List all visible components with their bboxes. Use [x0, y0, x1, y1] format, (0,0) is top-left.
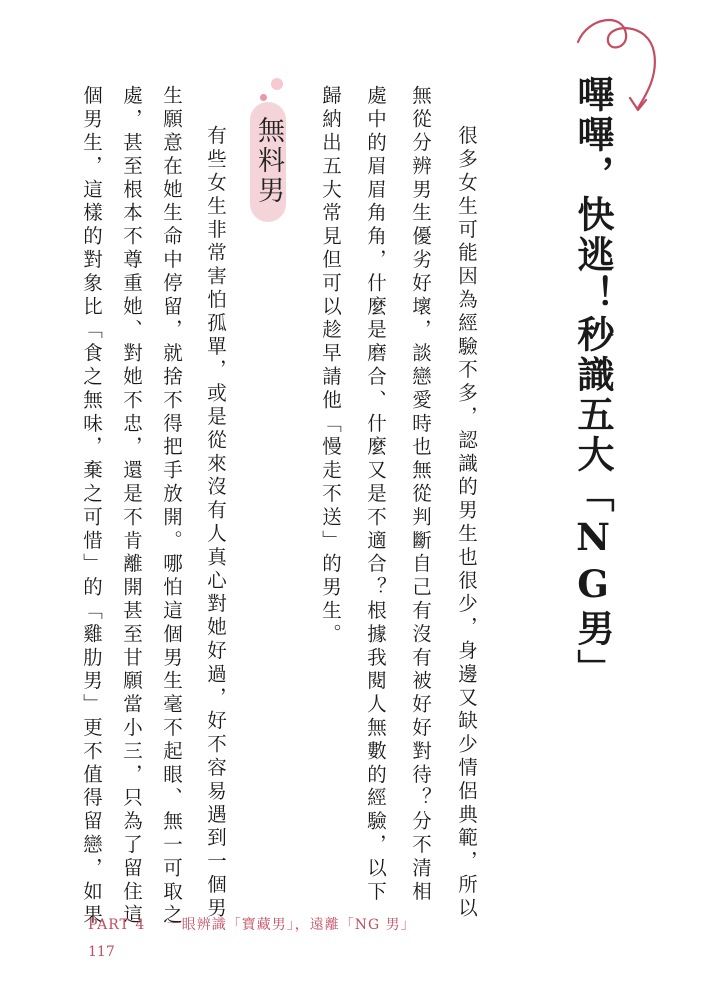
intro-line-3: 處中的眉眉角角，什麼是磨合、什麼又是不適合？根據我閱人無數的經驗，以下: [364, 85, 387, 904]
running-footer: [88, 914, 416, 934]
decorative-dot: [271, 78, 283, 90]
intro-line-2: 無從分辨男生優劣好壞，談戀愛時也無從判斷自己有沒有被好好對待？分不清相: [409, 85, 432, 904]
section-label: 無料男: [253, 116, 284, 206]
section-line-3: 處，甚至根本不尊重她、對她不忠，還是不肯離開甚至甘願當小三，只為了留住這: [120, 85, 143, 928]
part-label: PART 4: [88, 917, 146, 933]
section-line-4: 個男生，這樣的對象比「食之無味，棄之可惜」的「雞肋男」更不值得留戀，如果: [80, 85, 103, 928]
page-title: 嗶嗶，快逃！秒識五大「NG男」: [571, 75, 615, 689]
intro-line-4: 歸納出五大常見但可以趁早請他「慢走不送」的男生。: [319, 85, 342, 647]
decorative-dot: [260, 94, 267, 101]
chapter-title: 一眼辨識「寶藏男」，遠離「NG 男」: [166, 917, 416, 933]
page-number: 117: [88, 944, 115, 960]
intro-line-1: 很多女生可能因為經驗不多，認識的男生也很少，身邊又缺少情侶典範，所以: [455, 125, 478, 921]
section-line-1: 有些女生非常害怕孤單，或是從來沒有人真心對她好過，好不容易遇到一個男: [204, 125, 227, 921]
section-line-2: 生願意在她生命中停留，就捨不得把手放開。哪怕這個男生毫不起眼、無一可取之: [160, 85, 183, 928]
